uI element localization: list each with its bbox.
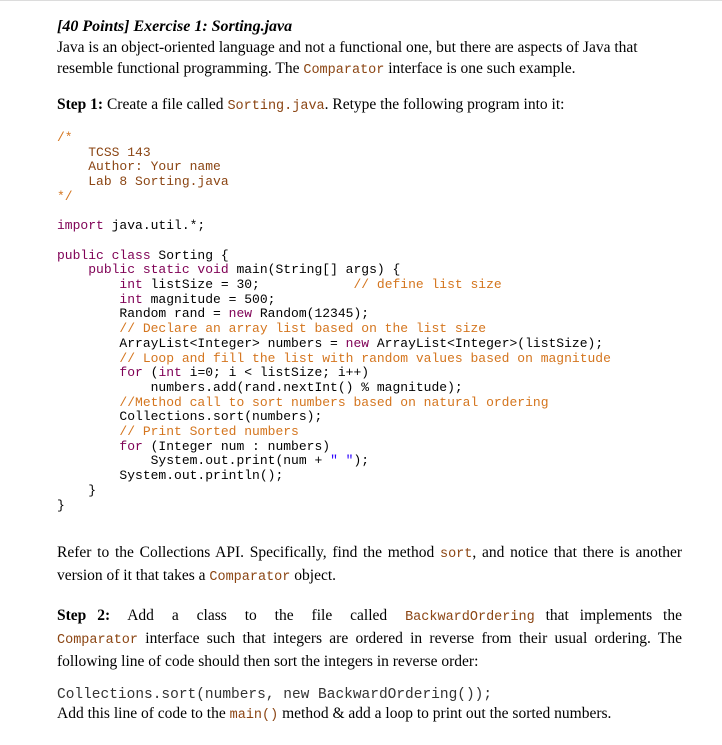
line-for1-a: ( (142, 365, 159, 381)
sample-code-line: Collections.sort(numbers, new BackwardOrdering()); (57, 687, 493, 704)
refer-paragraph (57, 542, 682, 588)
line-listsize: listSize = 30; (142, 277, 260, 293)
step1-text-2: . Retype the following program into it: (324, 96, 565, 113)
line-random-kw: new (228, 306, 253, 322)
comparator-code-3: Comparator (57, 633, 139, 649)
comment-line-course: TCSS 143 (88, 144, 151, 160)
sorting-java-code: Sorting.java (227, 99, 325, 114)
step2-paragraph (57, 605, 682, 672)
class-decl: Sorting { (150, 247, 229, 263)
import-rest: java.util.*; (103, 218, 206, 234)
line-for2-kw: for (119, 438, 143, 454)
comment-line-lab: Lab 8 Sorting.java (88, 174, 229, 190)
line-for2: (Integer num : numbers) (142, 438, 331, 454)
line-collections-sort: Collections.sort(numbers); (119, 409, 323, 425)
line-arraylist-a: ArrayList<Integer> numbers = (119, 335, 346, 351)
document-page (57, 14, 682, 726)
line-method-comment: //Method call to sort numbers based on natural ordering (119, 394, 549, 410)
line-for1-kw2: int (158, 365, 182, 381)
line-print-comment: // Print Sorted numbers (119, 424, 299, 440)
refer-text-3: object. (290, 567, 337, 585)
step1-paragraph (57, 94, 682, 117)
comment-open: /* (57, 130, 73, 145)
step1-label: Step 1: (57, 96, 104, 113)
main-code: main() (229, 708, 279, 724)
main-decl: main(String[] args) { (228, 262, 401, 278)
line-declare-comment: // Declare an array list based on the list size (119, 321, 487, 337)
line-magnitude-kw: int (119, 291, 143, 307)
main-keyword: public static void (88, 262, 229, 278)
refer-text-1: Refer to the Collections API. Specifically, find the method (57, 544, 440, 562)
intro-paragraph (57, 37, 682, 81)
comment-line-author: Author: Your name (88, 159, 221, 175)
line-print-string: " " (330, 453, 354, 469)
line-for1-kw: for (119, 365, 143, 381)
step2-text-1: Add a class to the file called (110, 607, 406, 625)
line-magnitude: magnitude = 500; (142, 291, 276, 307)
line-print-b: ); (353, 453, 370, 469)
line-arraylist-kw: new (345, 335, 370, 351)
line-loop-comment: // Loop and fill the list with random values based on magnitude (119, 350, 611, 366)
close-brace-inner: } (88, 482, 97, 498)
comparator-code-2: Comparator (209, 570, 291, 586)
line-numbers-add: numbers.add(rand.nextInt() % magnitude); (150, 379, 463, 395)
sort-code: sort (439, 547, 473, 563)
intro-text-2: interface is one such example. (384, 60, 576, 77)
final-text-2: method & add a loop to print out the sorted numbers. (278, 705, 612, 723)
step2-label: Step 2: (57, 607, 111, 625)
line-println: System.out.println(); (119, 468, 284, 484)
line-listsize-kw: int (119, 277, 143, 293)
intro-text-1: Java is an object-oriented language and not a functional one, but there are aspects of Java that resemble functional programming. The (57, 39, 638, 77)
top-border (0, 0, 722, 1)
line-for1-b: i=0; i < listSize; i++) (181, 365, 370, 381)
line-arraylist-b: ArrayList<Integer>(listSize); (369, 335, 604, 351)
step2-text-3: interface such that integers are ordered in reverse from their usual ordering. The following line of code should then sort the integers in reverse order: (57, 630, 682, 671)
final-text-1: Add this line of code to the (57, 705, 230, 723)
refer-text-2: , and notice that there is another version of it that takes a (57, 544, 682, 585)
comparator-code: Comparator (303, 63, 385, 78)
line-listsize-comment: // define list size (353, 277, 502, 293)
line-print-a: System.out.print(num + (150, 453, 331, 469)
line-random-a: Random rand = (119, 306, 229, 322)
code-listing (57, 131, 682, 513)
line-random-b: Random(12345); (252, 306, 370, 322)
step1-text-1: Create a file called (103, 96, 228, 113)
import-keyword: import (57, 218, 104, 234)
comment-close: */ (57, 188, 73, 204)
close-brace-outer: } (57, 497, 65, 513)
step2-text-2: that implements the (534, 607, 682, 625)
backward-ordering-code: BackwardOrdering (405, 610, 535, 626)
final-paragraph (57, 703, 682, 726)
exercise-title: [40 Points] Exercise 1: Sorting.java (57, 18, 293, 35)
class-keyword: public class (57, 247, 151, 263)
